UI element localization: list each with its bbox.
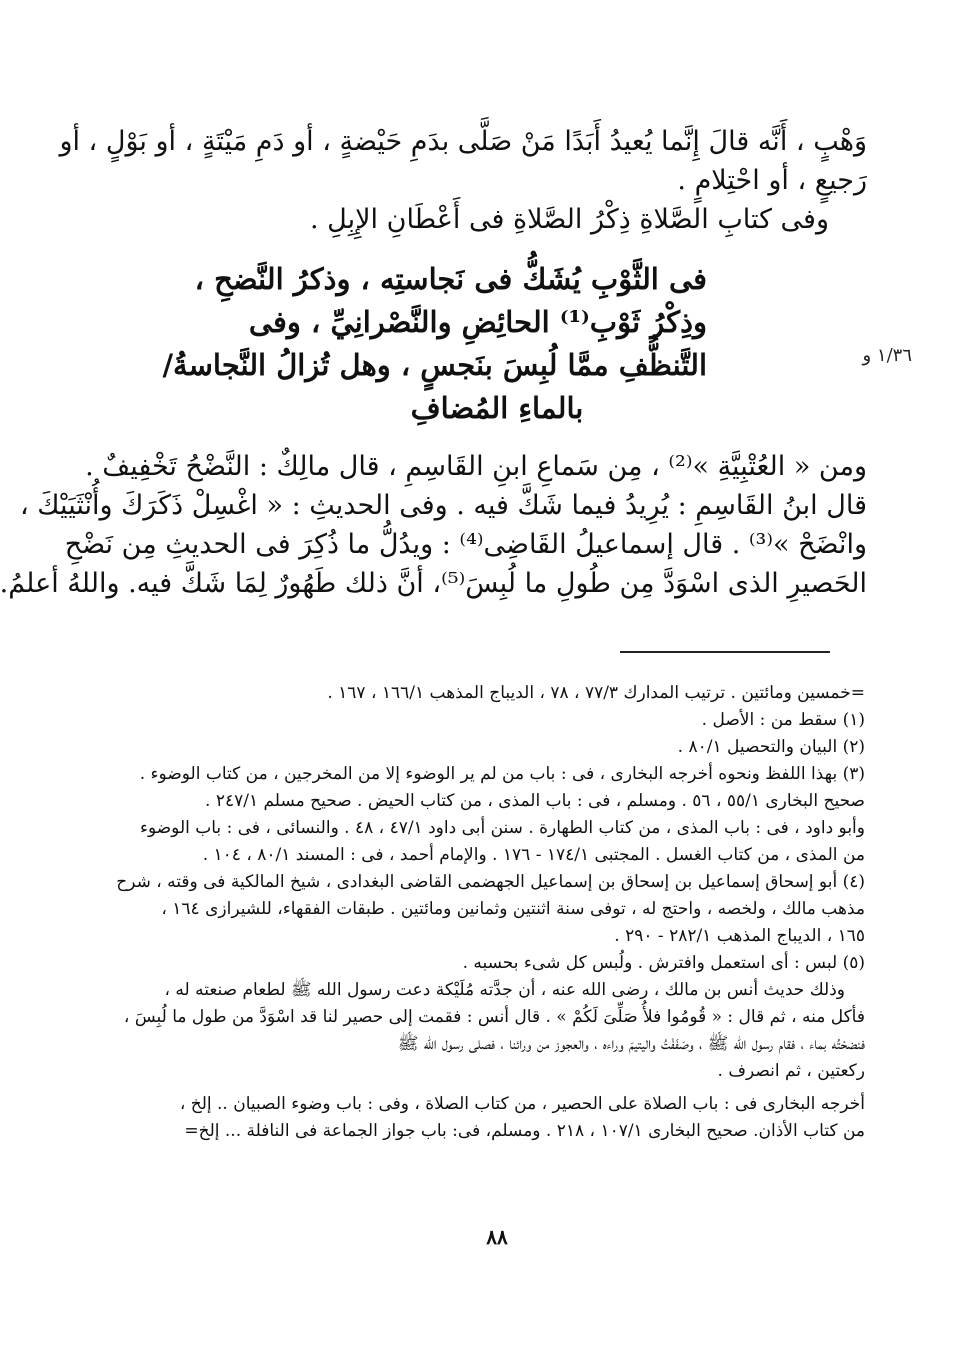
footnote-line: (٣) بهذا اللفظ ونحوه أخرجه البخارى ، فى : باب من لم ير الوضوء إلا من المخرجين ، من كتاب الوضوء . xyxy=(139,764,865,784)
footnotes xyxy=(116,680,865,1145)
footnote-line: ركعتين ، ثم انصرف . xyxy=(717,1061,865,1081)
manuscript-folio-note: ١/٣٦ و xyxy=(862,345,912,366)
footnote-line: من كتاب الأذان. صحيح البخارى ١٠٧/١ ، ٢١٨ . ومسلم، فى: باب جواز الجماعة فى النافلة ... إلخ= xyxy=(184,1121,865,1141)
body-line: وفى كتابِ الصَّلاةِ ذِكْرُ الصَّلاةِ فى أَعْطَانِ الإِبِلِ . xyxy=(310,204,829,235)
body-line: ومن « العُتْبِيَّةِ »⁽²⁾ ، مِن سَماعِ ابنِ القَاسِمِ ، قال مالِكٌ : النَّضْحُ تَخْفِيفٌ . xyxy=(85,451,867,482)
page-number: ٨٨ xyxy=(486,1225,508,1249)
footnote-line: =خمسين ومائتين . ترتيب المدارك ٧٧/٣ ، ٧٨ ، الديباج المذهب ١٦٦/١ ، ١٦٧ . xyxy=(327,683,865,703)
body-text-bottom xyxy=(0,447,867,603)
footnote-line: من المذى ، من كتاب الغسل . المجتبى ١٧٤/١ - ١٧٦ . والإمام أحمد ، فى : المسند ٨٠/١ ، ١٠٤ . xyxy=(202,845,865,865)
body-line: قال ابنُ القَاسِمِ : يُرِيدُ فيما شَكَّ فيه . وفى الحديثِ : « اغْسِلْ ذَكَرَكَ وأُنْثَيَيْكَ ، xyxy=(20,490,867,521)
footnote-line: (٤) أبو إسحاق إسماعيل بن إسحاق بن إسماعيل الجهضمى القاضى البغدادى ، شيخ المالكية فى وقته ، شرح xyxy=(116,872,865,892)
footnote-line: فأكل منه ، ثم قال : « قُومُوا فلأُ صَلِّىَ لَكُمْ » . قال أنس : فقمت إلى حصير لنا قد اسْوَدَّ من طول ما لُبِسَ ، xyxy=(123,1007,865,1027)
heading-line: وذِكْرُ ثَوْبِ⁽¹⁾ الحائِضِ والنَّصْرانِيِّ ، وفى xyxy=(248,305,707,339)
footnote-line: ١٦٥ ، الديباج المذهب ٢٨٢/١ - ٢٩٠ . xyxy=(614,926,865,946)
footnote-line: وأبو داود ، فى : باب المذى ، من كتاب الطهارة . سنن أبى داود ٤٧/١ ، ٤٨ . والنسائى ، فى : باب الوضوء xyxy=(139,818,865,838)
body-line: رَجيعٍ ، أو احْتِلامٍ . xyxy=(677,165,867,196)
footnote-line: صحيح البخارى ٥٥/١ ، ٥٦ . ومسلم ، فى : باب المذى ، من كتاب الحيض . صحيح مسلم ٢٤٧/١ . xyxy=(205,791,865,811)
footnote-line: (١) سقط من : الأصل . xyxy=(701,710,865,730)
footnote-line: (٥) لبس : أى استعمل وافترش . ولُبس كل شىء بحسبه . xyxy=(462,953,865,973)
section-heading xyxy=(162,258,707,430)
body-line: وانْضَحْ »⁽³⁾ . قال إسماعيلُ القَاضِى⁽⁴⁾ : ويدُلُّ ما ذُكِرَ فى الحديثِ مِن نَضْحِ xyxy=(64,529,867,560)
body-text-top xyxy=(59,122,867,239)
footnote-line: (٢) البيان والتحصيل ٨٠/١ . xyxy=(677,737,865,757)
footnote-line: مذهب مالك ، ولخصه ، واحتج له ، توفى سنة اثنتين وثمانين ومائتين . طبقات الفقهاء، للشيرازى ١٦٤ ، xyxy=(161,899,865,919)
body-line: الحَصيرِ الذى اسْوَدَّ مِن طُولِ ما لُبِسَ⁽⁵⁾، أنَّ ذلك طَهُورٌ لِمَا شَكَّ فيه. واللهُ أعلمُ. xyxy=(0,568,867,599)
heading-line: التَّنظُّفِ ممَّا لُبِسَ بنَجسٍ ، وهل تُزالُ النَّجاسةُ/ xyxy=(162,348,707,382)
heading-line: بالماءِ المُضافِ xyxy=(410,391,584,425)
heading-line: فى الثَّوْبِ يُشَكُّ فى نَجاستِه ، وذكرُ النَّضحِ ، xyxy=(194,262,707,296)
footnote-line: أخرجه البخارى فى : باب الصلاة على الحصير ، من كتاب الصلاة ، وفى : باب وضوء الصبيان .. إلخ ، xyxy=(179,1094,865,1114)
footnote-separator xyxy=(620,651,830,653)
body-line: وَهْبٍ ، أَنَّه قالَ إِنَّما يُعيدُ أَبَدًا مَنْ صَلَّى بدَمِ حَيْضةٍ ، أو دَمِ مَيْتَةٍ ، أو بَوْلٍ ، أو xyxy=(59,126,867,157)
footnote-line: فنضحْتُه بماء ، فقام رسول الله ﷺ ، وصَفَفْتُ واليتيمَ وراءه ، والعجوز من ورائنا ، فصلى رسول الله ﷺ xyxy=(397,1034,865,1054)
footnote-line: وذلك حديث أنس بن مالك ، رضى الله عنه ، أن جدَّته مُلَيْكة دعت رسول الله ﷺ لطعام صنعته له ، xyxy=(164,980,845,1000)
